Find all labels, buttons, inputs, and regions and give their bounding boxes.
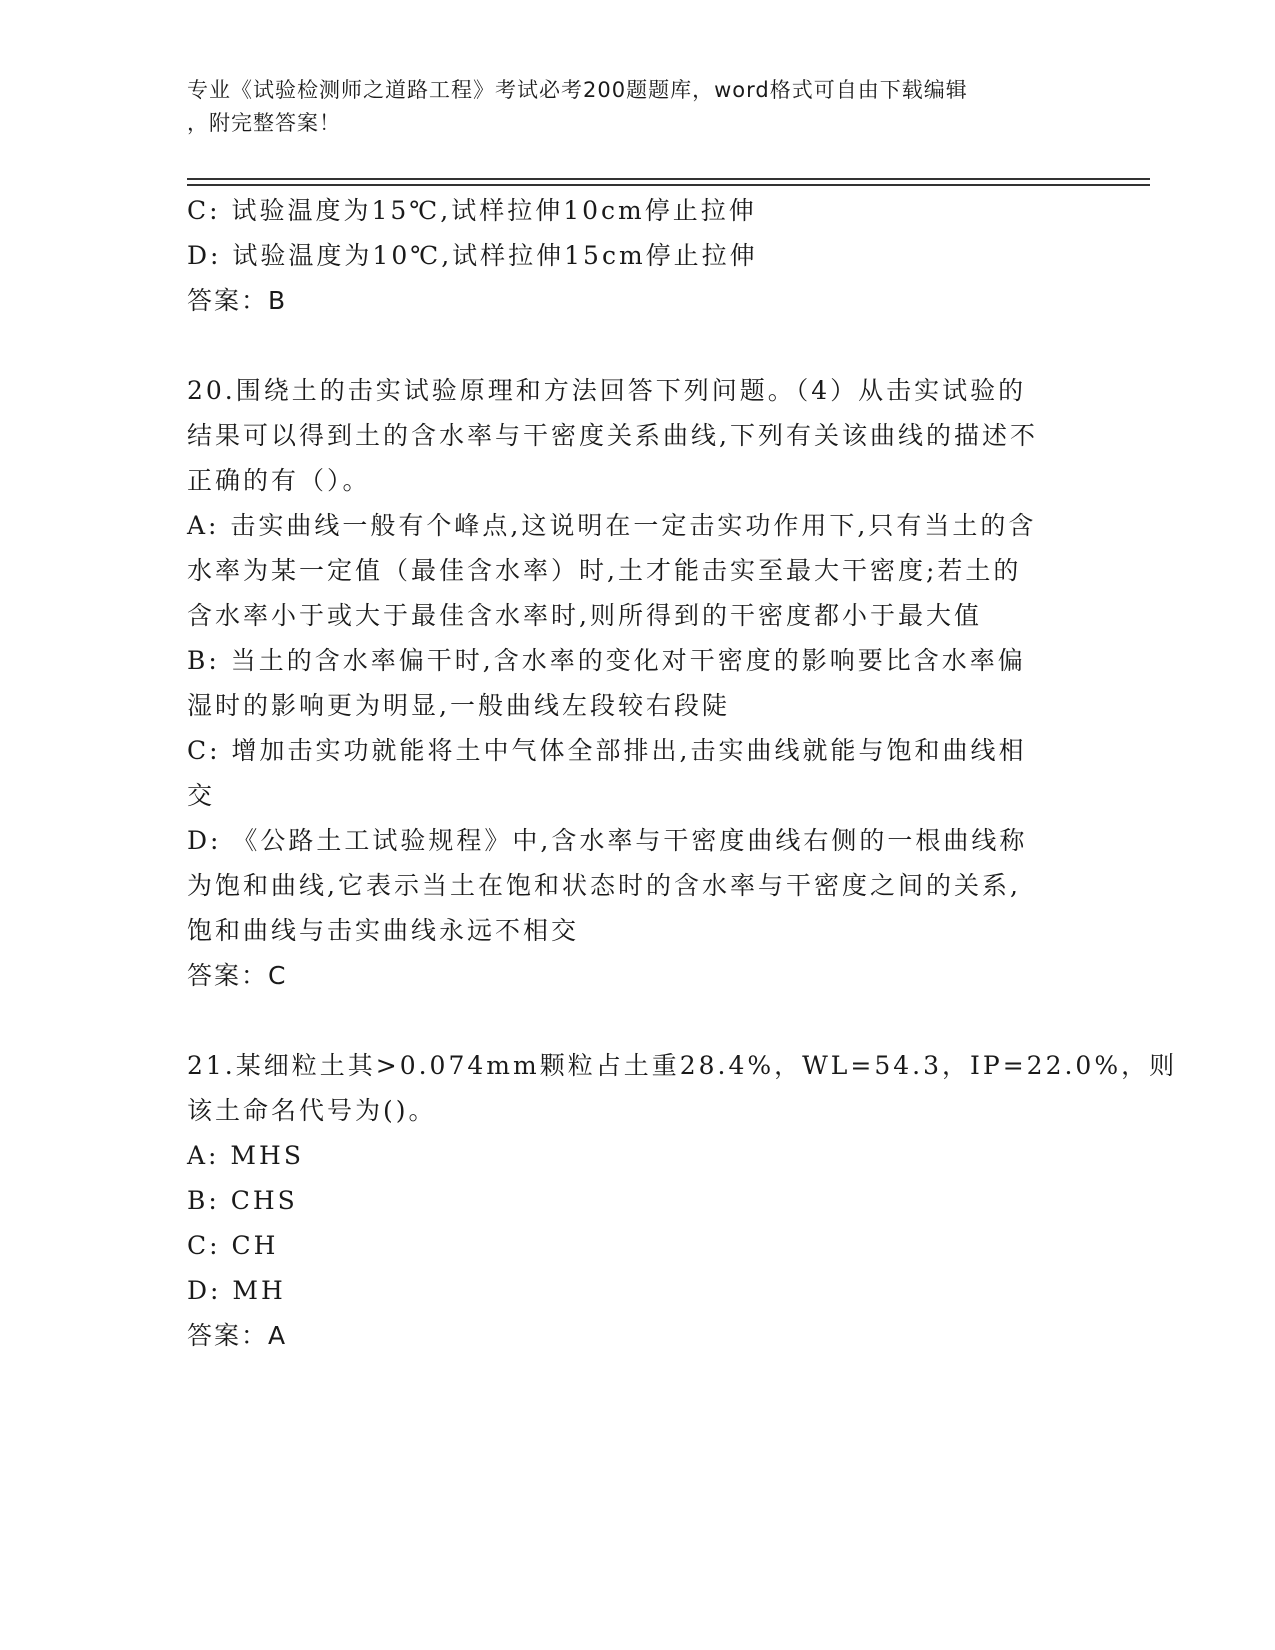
header-divider-bottom: [187, 184, 1150, 186]
question-21-option-d: D: MH: [187, 1276, 286, 1305]
document-header: [187, 74, 1087, 140]
question-20-option-d: 饱和曲线与击实曲线永远不相交: [187, 916, 580, 945]
header-title-line-2: ，附完整答案！: [187, 111, 341, 135]
question-21-text: 该土命名代号为()。: [187, 1096, 437, 1125]
question-20-option-b: 湿时的影响更为明显,一般曲线左段较右段陡: [187, 691, 730, 720]
spacer: [187, 998, 1087, 1043]
question-21-answer: 答案：A: [187, 1321, 288, 1350]
question-20-answer: 答案：C: [187, 961, 288, 990]
option-c: C: 试验温度为15℃,试样拉伸10cm停止拉伸: [187, 196, 757, 225]
answer: 答案：B: [187, 286, 288, 315]
question-20-option-c: 交: [187, 781, 216, 810]
question-21-option-b: B: CHS: [187, 1186, 298, 1215]
question-20-option-c: C: 增加击实功就能将土中气体全部排出,击实曲线就能与饱和曲线相: [187, 736, 1027, 765]
option-d: D: 试验温度为10℃,试样拉伸15cm停止拉伸: [187, 241, 758, 270]
spacer: [187, 323, 1087, 368]
document-body: [187, 188, 1178, 1358]
header-title-line-1: 专业《试验检测师之道路工程》考试必考200题题库，word格式可自由下载编辑: [187, 78, 968, 102]
question-20-text: 结果可以得到土的含水率与干密度关系曲线,下列有关该曲线的描述不: [187, 421, 1038, 450]
question-20-option-d: 为饱和曲线,它表示当土在饱和状态时的含水率与干密度之间的关系,: [187, 871, 1021, 900]
question-21-option-a: A: MHS: [187, 1141, 304, 1170]
question-20-text: 正确的有（）。: [187, 466, 371, 495]
question-20-option-a: A: 击实曲线一般有个峰点,这说明在一定击实功作用下,只有当土的含: [187, 511, 1037, 540]
question-20-option-d: D: 《公路土工试验规程》中,含水率与干密度曲线右侧的一根曲线称: [187, 826, 1028, 855]
question-20-text: 20.围绕土的击实试验原理和方法回答下列问题。（4）从击实试验的: [187, 376, 1027, 405]
header-divider-top: [187, 178, 1150, 180]
question-21-option-c: C: CH: [187, 1231, 279, 1260]
question-20-option-a: 含水率小于或大于最佳含水率时,则所得到的干密度都小于最大值: [187, 601, 982, 630]
question-20-option-a: 水率为某一定值（最佳含水率）时,土才能击实至最大干密度;若土的: [187, 556, 1022, 585]
question-20-option-b: B: 当土的含水率偏干时,含水率的变化对干密度的影响要比含水率偏: [187, 646, 1026, 675]
question-21-text: 21.某细粒土其>0.074mm颗粒占土重28.4%，WL=54.3，IP=22.0%，则: [187, 1051, 1178, 1080]
